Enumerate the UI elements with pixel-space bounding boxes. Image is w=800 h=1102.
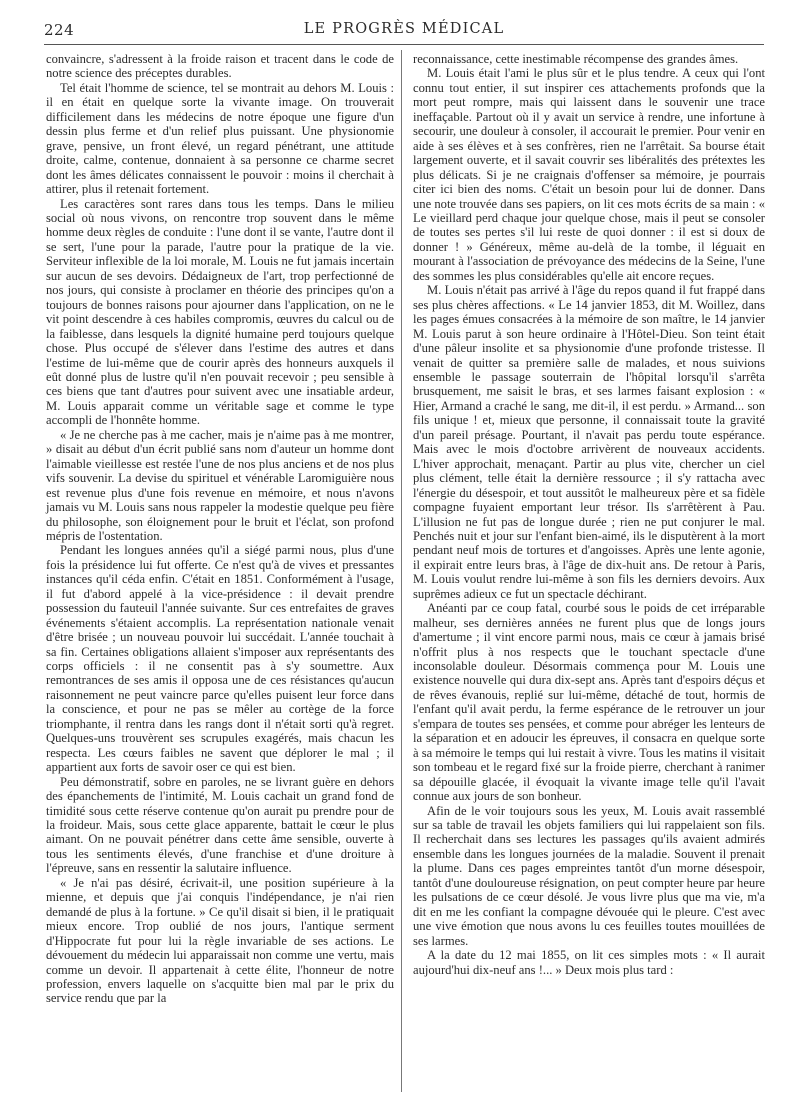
paragraph: Anéanti par ce coup fatal, courbé sous le poids de cet irréparable malheur, ses dernières années ne furent plus que de longs jours d'amertume ; il vint encore parmi nous, mais ce cœur à jamais brisé n'offrit plus à nos respects que le touchant spectacle d'une inconsolable douleur. Désormais commença pour M. Louis une existence nouvelle qui dura dix-sept ans. Après tant d'espoirs déçus et de rêves évanouis, replié sur lui-même, détaché de tout, hormis de l'enfant qu'il avait perdu, la ferme espérance de le retrouver un jour s'empara de toutes ses pensées, et comme pour abréger les lenteurs de la séparation et en adoucir les épreuves, il consacra en quelque sorte à sa mémoire le temps qui lui restait à vivre. Tous les matins il visitait son tombeau et le regard fixé sur la froide pierre, cherchant à ranimer sa dépouille glacée, il évoquait la vivante image telle qu'il l'avait connue aux jours de son bonheur. [413,601,765,804]
column-divider [401,50,402,1092]
paragraph: Pendant les longues années qu'il a siégé parmi nous, plus d'une fois la présidence lui fut offerte. Ce n'est qu'à de vives et pressantes instances qu'il céda enfin. C'était en 1851. Conformément à l'usage, il fut d'abord appelé à la vice-présidence : il devait prendre possession du fauteuil l'année suivante. Sur ces entrefaites de graves événements s'étaient accomplis. La représentation nationale venait d'être brisée ; un nouveau pouvoir lui succédait. L'année touchait à sa fin. Certaines obligations allaient s'imposer aux représentants des corps officiels : il ne consentit pas à s'y soumettre. Aux remontrances de ses amis il opposa une de ces résistances qu'aucun raisonnement ne peut vaincre parce qu'elles puisent leur force dans la conscience, et pour ne pas se mêler au cortège de la force triomphante, il rentra dans les rangs dont il n'était sorti qu'à regret. Quelques-uns trouvèrent ses scrupules exagérés, mais chacun les respecta. Les cœurs faibles ne savent que déplorer le mal ; il appartient aux forts de savoir oser ce qui est bien. [46,543,394,775]
paragraph: M. Louis était l'ami le plus sûr et le plus tendre. A ceux qui l'ont connu tout entier, il sut inspirer ces attachements profonds que la mort peut rompre, mais qui laissent dans le souvenir une trace ineffaçable. Partout où il y avait un service à rendre, une infortune à secourir, une douleur à consoler, il accourait le premier. Pour venir en aide à ses élèves et à ses confrères, rien ne l'arrêtait. Sa bourse était largement ouverte, et il savait couvrir ses libéralités des prétextes les plus délicats. Si je ne craignais d'offenser sa mémoire, je pourrais citer ici bien des noms. C'était un besoin pour lui de donner. Dans une note trouvée dans ses papiers, on lit ces mots écrits de sa main : « Le vieillard perd chaque jour quelque chose, mais il peut se consoler de toutes ses pertes s'il lui reste de quoi donner : il est si doux de donner ! » Généreux, même au-delà de la tombe, il léguait en mourant à l'association de prévoyance des médecins de la Seine, l'une des sommes les plus considérables qu'elle ait encore reçues. [413,66,765,283]
paragraph: « Je ne cherche pas à me cacher, mais je n'aime pas à me montrer, » disait au début d'un écrit publié sans nom d'auteur un homme dont l'aimable vieillesse est restée l'une de nos plus anciens et de nos plus vifs souvenir. La devise du spirituel et vénérable Laromiguière nous est revenue plus d'une fois revenue en mémoire, et nous n'avons jamais vu M. Louis sans nous rappeler la modestie quelque peu fière du philosophe, son éloignement pour le bruit et l'éclat, son profond mépris de l'ostentation. [46,427,394,543]
paragraph: convaincre, s'adressent à la froide raison et tracent dans le code de notre science des préceptes durables. [46,52,394,81]
page-number: 224 [44,21,75,39]
paragraph: M. Louis n'était pas arrivé à l'âge du repos quand il fut frappé dans ses plus chères affections. « Le 14 janvier 1853, dit M. Woillez, dans les pages émues consacrées à la mémoire de son maître, le 14 janvier M. Louis parut à son heure ordinaire à l'Hôtel-Dieu. Son teint était d'une pâleur insolite et sa physionomie d'une profonde tristesse. Il venait de quitter sa première salle de malades, et nous suivions ensemble le passage souterrain de l'hôpital lorsqu'il s'arrêta brusquement, me saisit le bras, et ses larmes faisant explosion : « Hier, Armand a craché le sang, me dit-il, il est perdu. » Armand... son fils unique ! et, mieux que personne, il connaissait toute la gravité d'un pareil présage. Pourtant, il n'avait pas perdu toute espérance. Mais avec le mois d'octobre arrivèrent de nouveaux accidents. L'hiver approchait, menaçant. Partir au plus vite, chercher un ciel plus clément, telle était la dernière ressource ; il s'y rattacha avec l'énergie du désespoir, et tout aussitôt le malheureux père et sa fidèle compagne fuyaient emportant leur trésor. Ils s'arrêtèrent à Pau. L'illusion ne fut pas de longue durée ; rien ne put conjurer le mal. Penchés nuit et jour sur l'enfant bien-aimé, ils le disputèrent à la mort pendant neuf mois de tortures et d'angoisses. Après une lente agonie, il expirait entre leurs bras, à l'âge de dix-huit ans. De retour à Paris, M. Louis voulut rendre lui-même à son fils les derniers devoirs. Aux suprêmes adieux ce fut un spectacle déchirant. [413,283,765,601]
paragraph: Les caractères sont rares dans tous les temps. Dans le milieu social où nous vivons, on rencontre trop souvent dans le même homme deux règles de conduite : l'une dont il se vante, l'autre dont il se sert, l'une pour la parade, l'autre pour la pratique de la vie. Serviteur inflexible de la loi morale, M. Louis ne fut jamais incertain sur aucun de ses devoirs. Dédaigneux de l'art, trop perfectionné de nos jours, qui consiste à proclamer en théorie des principes qu'on a toujours de bonnes raisons pour ajourner dans l'application, on ne le vit point descendre à ces habiles compromis, œuvres du calcul ou de la faiblesse, dans lesquels la dignité humaine perd toujours quelque chose. Plus occupé de s'élever dans l'estime des autres et dans l'estime de lui-même que de courir après des honneurs auxquels il eût donné plus de lustre qu'il n'en pouvait recevoir ; peu sensible à ces biens que tant d'autres pour suivent avec une insatiable ardeur, M. Louis apparait comme un véritable sage et comme le type accompli de l'honnête homme. [46,196,394,428]
right-column [413,52,765,977]
left-column [46,52,394,1006]
paragraph: Peu démonstratif, sobre en paroles, ne se livrant guère en dehors des épanchements de l'intimité, M. Louis cachait un grand fond de timidité sous cette réserve contenue qu'on aurait pu prendre pour de la froideur. Mais, sous cette glace apparente, battait le cœur le plus aimant. On ne pouvait pénétrer dans cette âme sensible, ouverte à tous les sentiments élevés, d'une franchise et d'une droiture à l'épreuve, sans en ressentir la salutaire influence. [46,774,394,876]
paragraph: « Je n'ai pas désiré, écrivait-il, une position supérieure à la mienne, et depuis que j'ai conquis l'indépendance, je n'ai rien demandé de plus à la fortune. » Ce qu'il disait si bien, il le pratiquait mieux encore. Trop oublié de nos jours, l'antique serment d'Hippocrate fut pour lui la règle invariable de ses actions. Le dévouement du médecin lui apparaissait non comme une vertu, mais comme un devoir. Il appartenait à cette élite, l'honneur de notre profession, envers laquelle on s'acquitte bien mal par le prix du service rendu que par la [46,875,394,1006]
journal-title: LE PROGRÈS MÉDICAL [303,21,505,37]
paragraph: Afin de le voir toujours sous les yeux, M. Louis avait rassemblé sur sa table de travail les objets familiers qui lui rappelaient son fils. Il recherchait dans ses lectures les passages qu'ils avaient admirés ensemble dans les longues journées de la maladie. Souvent il prenait la plume. Dans ces pages empreintes tantôt d'un morne désespoir, tantôt d'une douloureuse résignation, on peut compter heure par heure les pulsations de ce cœur désolé. Je vous livre plus que ma vie, m'a dit en me les confiant la compagne dévouée qui le pleure. C'est avec une vive émotion que nous avons lu ces feuilles toutes mouillées de ses larmes. [413,803,765,948]
paragraph: Tel était l'homme de science, tel se montrait au dehors M. Louis : il en était en quelque sorte la vivante image. On trouverait difficilement dans les médecins de notre époque une figure d'un dessin plus ferme et d'un relief plus puissant. Une physionomie grave, pensive, un front élevé, un regard pénétrant, une attitude droite, calme, contenue, donnaient à sa personne ce charme secret dont les âmes délicates connaissent le pouvoir : moins il cherchait à attirer, plus il retenait fortement. [46,80,394,197]
paragraph: reconnaissance, cette inestimable récompense des grandes âmes. [413,52,739,66]
header-rule [44,44,764,45]
paragraph: A la date du 12 mai 1855, on lit ces simples mots : « Il aurait aujourd'hui dix-neuf ans !... » Deux mois plus tard : [413,948,765,977]
